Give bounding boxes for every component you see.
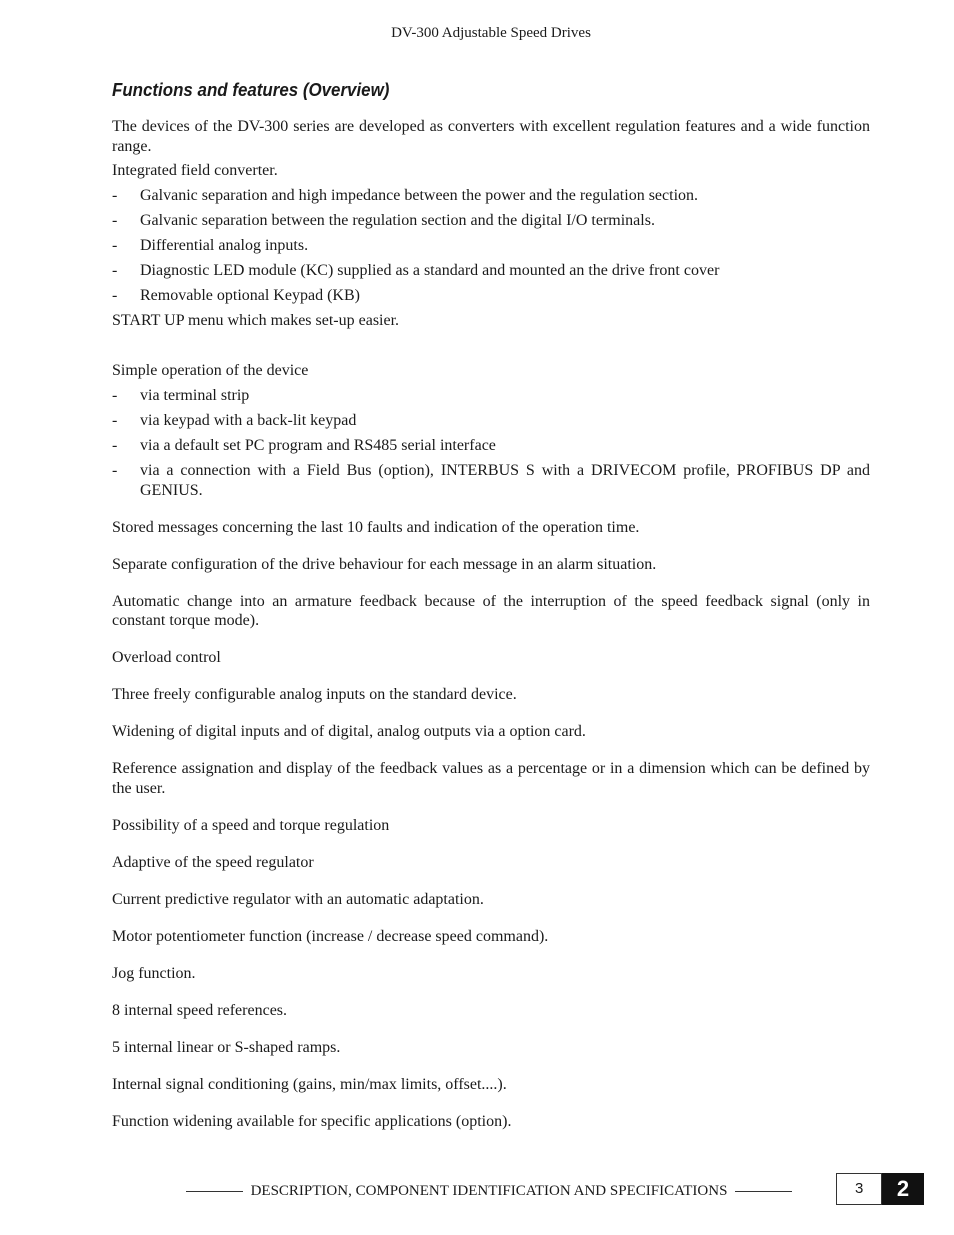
list-item-text: via keypad with a back-lit keypad <box>140 412 357 430</box>
list-item <box>112 461 870 500</box>
list-item-text: Diagnostic LED module (KC) supplied as a standard and mounted an the drive front cover <box>140 261 720 279</box>
list-item <box>112 211 870 231</box>
footer-rule-left <box>186 1191 243 1192</box>
bullet-dash: - <box>112 236 118 254</box>
body-paragraph: 8 internal speed references. <box>112 1001 288 1019</box>
list-item <box>112 411 870 431</box>
section-title: Functions and features (Overview) <box>112 80 390 100</box>
body-paragraph: Current predictive regulator with an automatic adaptation. <box>112 890 484 908</box>
list-item-text: Galvanic separation between the regulation section and the digital I/O terminals. <box>140 211 655 229</box>
bullet-dash: - <box>112 211 118 229</box>
bullet-dash: - <box>112 412 118 430</box>
bullet-dash: - <box>112 261 118 279</box>
body-paragraph: Reference assignation and display of the feedback values as a percentage or in a dimension which can be defined by the user. <box>112 760 870 797</box>
page-number: 3 <box>836 1173 882 1205</box>
bullet-dash: - <box>112 286 118 304</box>
body-paragraph: Stored messages concerning the last 10 faults and indication of the operation time. <box>112 518 640 536</box>
integrated-field-converter-paragraph: Integrated field converter. <box>112 162 278 179</box>
startup-menu-paragraph: START UP menu which makes set-up easier. <box>112 311 400 329</box>
list-item <box>112 261 870 281</box>
footer-rule-right <box>735 1191 792 1192</box>
bullet-dash: - <box>112 387 118 405</box>
list-item <box>112 386 870 406</box>
body-paragraph: 5 internal linear or S-shaped ramps. <box>112 1038 341 1056</box>
body-paragraph: Adaptive of the speed regulator <box>112 853 314 871</box>
list-item <box>112 286 870 306</box>
list-item-text: Removable optional Keypad (KB) <box>140 286 360 304</box>
body-paragraph: Jog function. <box>112 964 196 982</box>
list-item-text: via terminal strip <box>140 387 250 405</box>
list-item-text: Galvanic separation and high impedance between the power and the regulation section. <box>140 186 699 204</box>
body-paragraph: Function widening available for specific applications (option). <box>112 1112 512 1130</box>
list-item <box>112 436 870 456</box>
bullet-dash: - <box>112 437 118 455</box>
body-paragraph: Internal signal conditioning (gains, min/max limits, offset....). <box>112 1075 507 1093</box>
body-paragraph: Motor potentiometer function (increase / decrease speed command). <box>112 927 549 945</box>
body-paragraph: Automatic change into an armature feedback because of the interruption of the speed feedback signal (only in constant torque mode). <box>112 592 870 630</box>
list-item-text: via a default set PC program and RS485 serial interface <box>140 437 496 455</box>
bullet-dash: - <box>112 462 118 480</box>
footer-chapter-title: DESCRIPTION, COMPONENT IDENTIFICATION AND SPECIFICATIONS <box>250 1183 728 1199</box>
body-paragraph: Overload control <box>112 649 221 667</box>
list-item <box>112 186 870 206</box>
body-paragraph: Three freely configurable analog inputs on the standard device. <box>112 686 517 704</box>
body-paragraph: Widening of digital inputs and of digital, analog outputs via a option card. <box>112 723 586 741</box>
body-paragraph: Possibility of a speed and torque regulation <box>112 816 390 834</box>
intro-paragraph: The devices of the DV-300 series are developed as converters with excellent regulation features and a wide function range. <box>112 118 870 155</box>
simple-operation-paragraph: Simple operation of the device <box>112 361 309 379</box>
page-footer <box>186 1183 792 1200</box>
running-header: DV-300 Adjustable Speed Drives <box>391 25 591 41</box>
list-item-text: via a connection with a Field Bus (option), INTERBUS S with a DRIVECOM profile, PROFIBUS DP and GENIUS. <box>140 462 870 499</box>
document-body <box>112 117 870 1131</box>
chapter-number-tab: 2 <box>882 1173 924 1205</box>
body-paragraph: Separate configuration of the drive behaviour for each message in an alarm situation. <box>112 555 657 573</box>
bullet-dash: - <box>112 186 118 204</box>
list-item <box>112 236 870 256</box>
list-item-text: Differential analog inputs. <box>140 236 309 254</box>
